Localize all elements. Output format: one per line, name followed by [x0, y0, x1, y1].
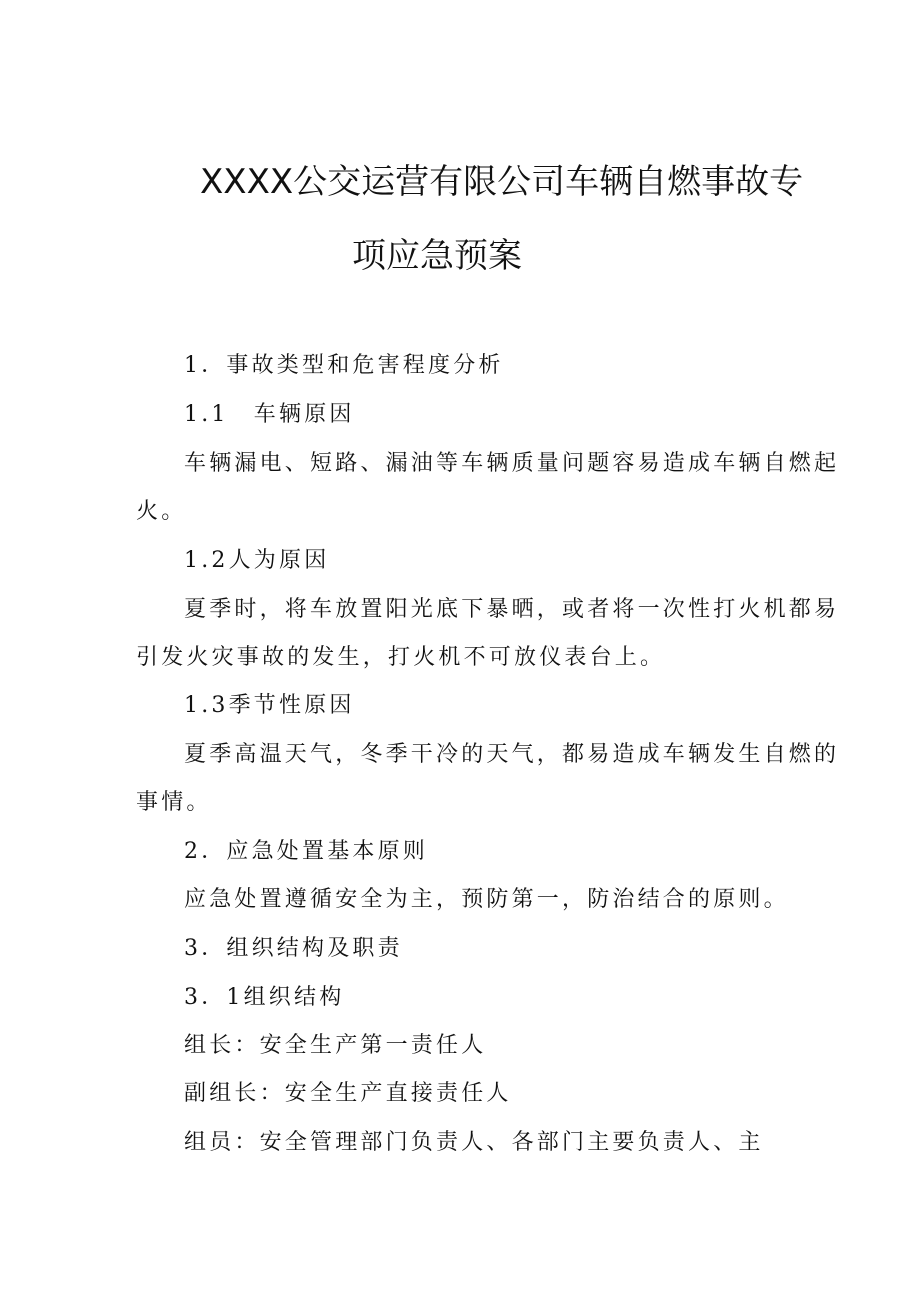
paragraph-line: 应急处置遵循安全为主，预防第一，防治结合的原则。 — [184, 887, 789, 912]
subsection-heading-1-2: 1.2人为原因 — [184, 548, 330, 573]
subsection-heading-1-1: 1.1 车辆原因 — [184, 402, 355, 427]
paragraph-line: 夏季高温天气，冬季干冷的天气，都易造成车辆发生自燃的 — [184, 742, 840, 767]
paragraph-line: 组员：安全管理部门负责人、各部门主要负责人、主 — [184, 1130, 764, 1155]
subsection-heading-3-1: 3．1组织结构 — [184, 985, 345, 1010]
paragraph-line: 组长：安全生产第一责任人 — [184, 1033, 487, 1058]
subsection-heading-1-3: 1.3季节性原因 — [184, 693, 355, 718]
section-heading-2: 2．应急处置基本原则 — [184, 839, 428, 864]
document-title-line-2: 项应急预案 — [352, 236, 522, 276]
paragraph-line: 火。 — [136, 499, 187, 524]
paragraph-line: 引发火灾事故的发生，打火机不可放仪表台上。 — [136, 645, 666, 670]
paragraph-line: 副组长：安全生产直接责任人 — [184, 1081, 512, 1106]
paragraph-line: 夏季时，将车放置阳光底下暴晒，或者将一次性打火机都易 — [184, 597, 840, 622]
document-title-line-1: XXXX公交运营有限公司车辆自燃事故专 — [200, 162, 804, 202]
paragraph-line: 车辆漏电、短路、漏油等车辆质量问题容易造成车辆自燃起 — [184, 451, 840, 476]
section-heading-3: 3．组织结构及职责 — [184, 936, 403, 961]
section-heading-1: 1．事故类型和危害程度分析 — [184, 353, 504, 378]
paragraph-line: 事情。 — [136, 790, 212, 815]
